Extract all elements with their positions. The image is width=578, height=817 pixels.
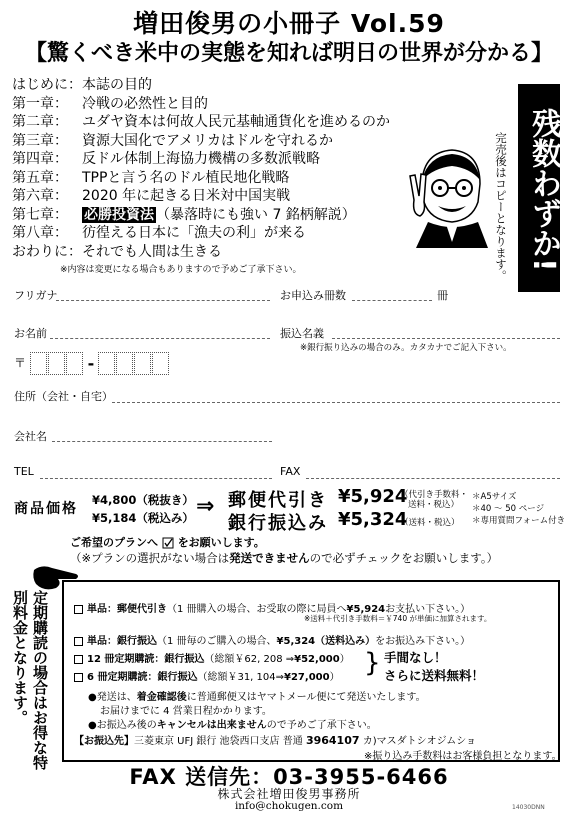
bank-label: 銀行振込み xyxy=(228,513,328,534)
zip-digit-box[interactable] xyxy=(152,352,169,375)
payee-field[interactable] xyxy=(332,338,560,339)
price-tax-excluded: ¥4,800（税抜き） xyxy=(92,493,194,507)
toc-note: ※内容は変更になる場合もありますので予めご了承下さい。 xyxy=(60,265,302,275)
table-of-contents xyxy=(12,76,390,261)
document-code: 14030DNN xyxy=(512,804,545,811)
zip-digit-box[interactable] xyxy=(30,352,47,375)
address-field[interactable] xyxy=(112,402,560,403)
zip-digit-box[interactable] xyxy=(98,352,115,375)
option-6-issue[interactable]: 6 冊定期購読：銀行振込（総額￥31, 104⇒¥27,000） xyxy=(74,668,340,683)
zip-mark: 〒 xyxy=(14,356,27,370)
plan-instruction: ご希望のプランへ をお願いします。 xyxy=(70,536,265,549)
company-field[interactable] xyxy=(52,441,272,442)
bank-fee-note: ※振り込み手数料はお客様負担となります。 xyxy=(364,751,562,762)
option-checkbox[interactable] xyxy=(74,605,83,614)
bank-transfer-info: 【お振込先】三菱東京 UFJ 銀行 池袋西口支店 普通 3964107 カ)マスダトシオジムショ xyxy=(74,734,477,747)
subscription-side-note: 定期購読の場合はお得な特別料金となります。 xyxy=(11,590,49,770)
fax-label: FAX xyxy=(280,465,301,478)
delivery-note: お届けまでに 4 営業日程かかります。 xyxy=(100,706,272,717)
furigana-label: フリガナ xyxy=(14,289,58,302)
toc-item: 第三章： 資源大国化でアメリカはドルを守れるか xyxy=(12,132,334,149)
toc-item: 第四章： 反ドル体制上海協力機構の多数派戦略 xyxy=(12,151,320,167)
option-checkbox[interactable] xyxy=(74,673,83,682)
toc-item: 第五章： TPPと言う名のドル植民地化戦略 xyxy=(12,169,290,186)
sold-out-banner: 残数わずか! xyxy=(518,84,560,292)
name-field[interactable] xyxy=(50,338,270,339)
checkbox-check-icon xyxy=(162,537,174,549)
company-name: 株式会社増田俊男事務所 xyxy=(217,787,361,801)
fax-number: FAX 送信先：03-3955-6466 xyxy=(129,765,449,789)
free-note-2: さらに送料無料！ xyxy=(384,668,485,683)
fax-field[interactable] xyxy=(306,478,560,479)
qty-unit: 冊 xyxy=(437,289,448,302)
tel-field[interactable] xyxy=(40,478,272,479)
order-options-box xyxy=(62,580,560,762)
option-12-issue[interactable]: 12 冊定期購読：銀行振込（総額￥62, 208 ⇒¥52,000） xyxy=(74,650,350,665)
arrow-icon: ⇒ xyxy=(196,494,215,519)
cod-label: 郵便代引き xyxy=(228,490,328,511)
zip-dash: - xyxy=(87,354,95,373)
sold-out-subtext: 完売後はコピーとなります。 xyxy=(494,132,508,282)
highlight-label: 必勝投資法 xyxy=(84,206,154,223)
cancel-note: ●お振込み後のキャンセルは出来ませんので予めご了承下さい。 xyxy=(88,720,377,731)
zip-digit-box[interactable] xyxy=(116,352,133,375)
caricature-illustration xyxy=(408,142,494,250)
spec-size: ＊A5サイズ xyxy=(472,492,517,502)
option-cod[interactable]: 単品：郵便代引き（1 冊購入の場合、お受取の際に局員へ¥5,924お支払い下さい。） xyxy=(74,600,470,615)
zip-code-field[interactable] xyxy=(14,352,170,375)
option-cod-note: ※送料＋代引き手数料＝￥740 が単価に加算されます。 xyxy=(304,614,492,623)
order-qty-field[interactable] xyxy=(352,300,432,301)
zip-digit-box[interactable] xyxy=(66,352,83,375)
booklet-title: 増田俊男の小冊子 Vol.59 xyxy=(133,9,445,38)
email-address[interactable]: info@chokugen.com xyxy=(234,800,344,812)
toc-item: はじめに：本誌の目的 xyxy=(12,77,152,93)
brace-icon: } xyxy=(364,648,381,678)
cod-note-2: 送料・税込） xyxy=(408,500,460,510)
spec-pages: ＊40 ～ 50 ページ xyxy=(472,504,545,514)
order-qty-label: お申込み冊数 xyxy=(280,289,346,302)
toc-item: 第二章： ユダヤ資本は何故人民元基軸通貨化を進めるのか xyxy=(12,114,390,130)
price-label: 商品価格 xyxy=(14,501,78,517)
plan-warning: （※プランの選択がない場合は発送できませんので必ずチェックをお願いします。） xyxy=(70,551,499,565)
option-bank-single[interactable]: 単品：銀行振込（1 冊毎のご購入の場合、¥5,324（送料込み）をお振込み下さい。） xyxy=(74,632,470,647)
address-label: 住所（会社・自宅） xyxy=(14,390,113,403)
payee-label: 振込名義 xyxy=(280,327,324,340)
price-tax-included: ¥5,184（税込み） xyxy=(92,511,194,525)
toc-item: 第一章： 冷戦の必然性と目的 xyxy=(12,95,208,112)
spec-form: ＊専用質問フォーム付き xyxy=(472,516,566,526)
bank-price: ¥5,324 xyxy=(338,509,408,530)
cod-note-1: （代引き手数料・ xyxy=(400,490,469,500)
shipping-note: ●発送は、着金確認後に普通郵便又はヤマトメール便にて発送いたします。 xyxy=(88,692,426,703)
option-checkbox[interactable] xyxy=(74,637,83,646)
toc-item: 第八章： 彷徨える日本に「漁夫の利」が来る xyxy=(12,225,306,241)
toc-item: 第七章： 必勝投資法 （暴落時にも強い 7 銘柄解説） xyxy=(12,206,356,223)
toc-item: おわりに：それでも人間は生きる xyxy=(12,243,222,260)
booklet-subtitle: 【驚くべき米中の実態を知れば明日の世界が分かる】 xyxy=(24,41,553,66)
company-label: 会社名 xyxy=(14,430,47,443)
cod-price: ¥5,924 xyxy=(338,486,408,507)
payee-note: ※銀行振り込みの場合のみ。カタカナでご記入下さい。 xyxy=(300,343,512,353)
free-note-1: 手間なし！ xyxy=(384,650,447,665)
bank-note: （送料・税込） xyxy=(400,518,460,528)
name-label: お名前 xyxy=(14,327,47,340)
zip-digit-box[interactable] xyxy=(134,352,151,375)
tel-label: TEL xyxy=(14,465,34,478)
toc-item: 第六章： 2020 年に起きる日米対中国実戦 xyxy=(12,188,291,204)
furigana-field[interactable] xyxy=(56,300,270,301)
option-checkbox[interactable] xyxy=(74,655,83,664)
zip-digit-box[interactable] xyxy=(48,352,65,375)
